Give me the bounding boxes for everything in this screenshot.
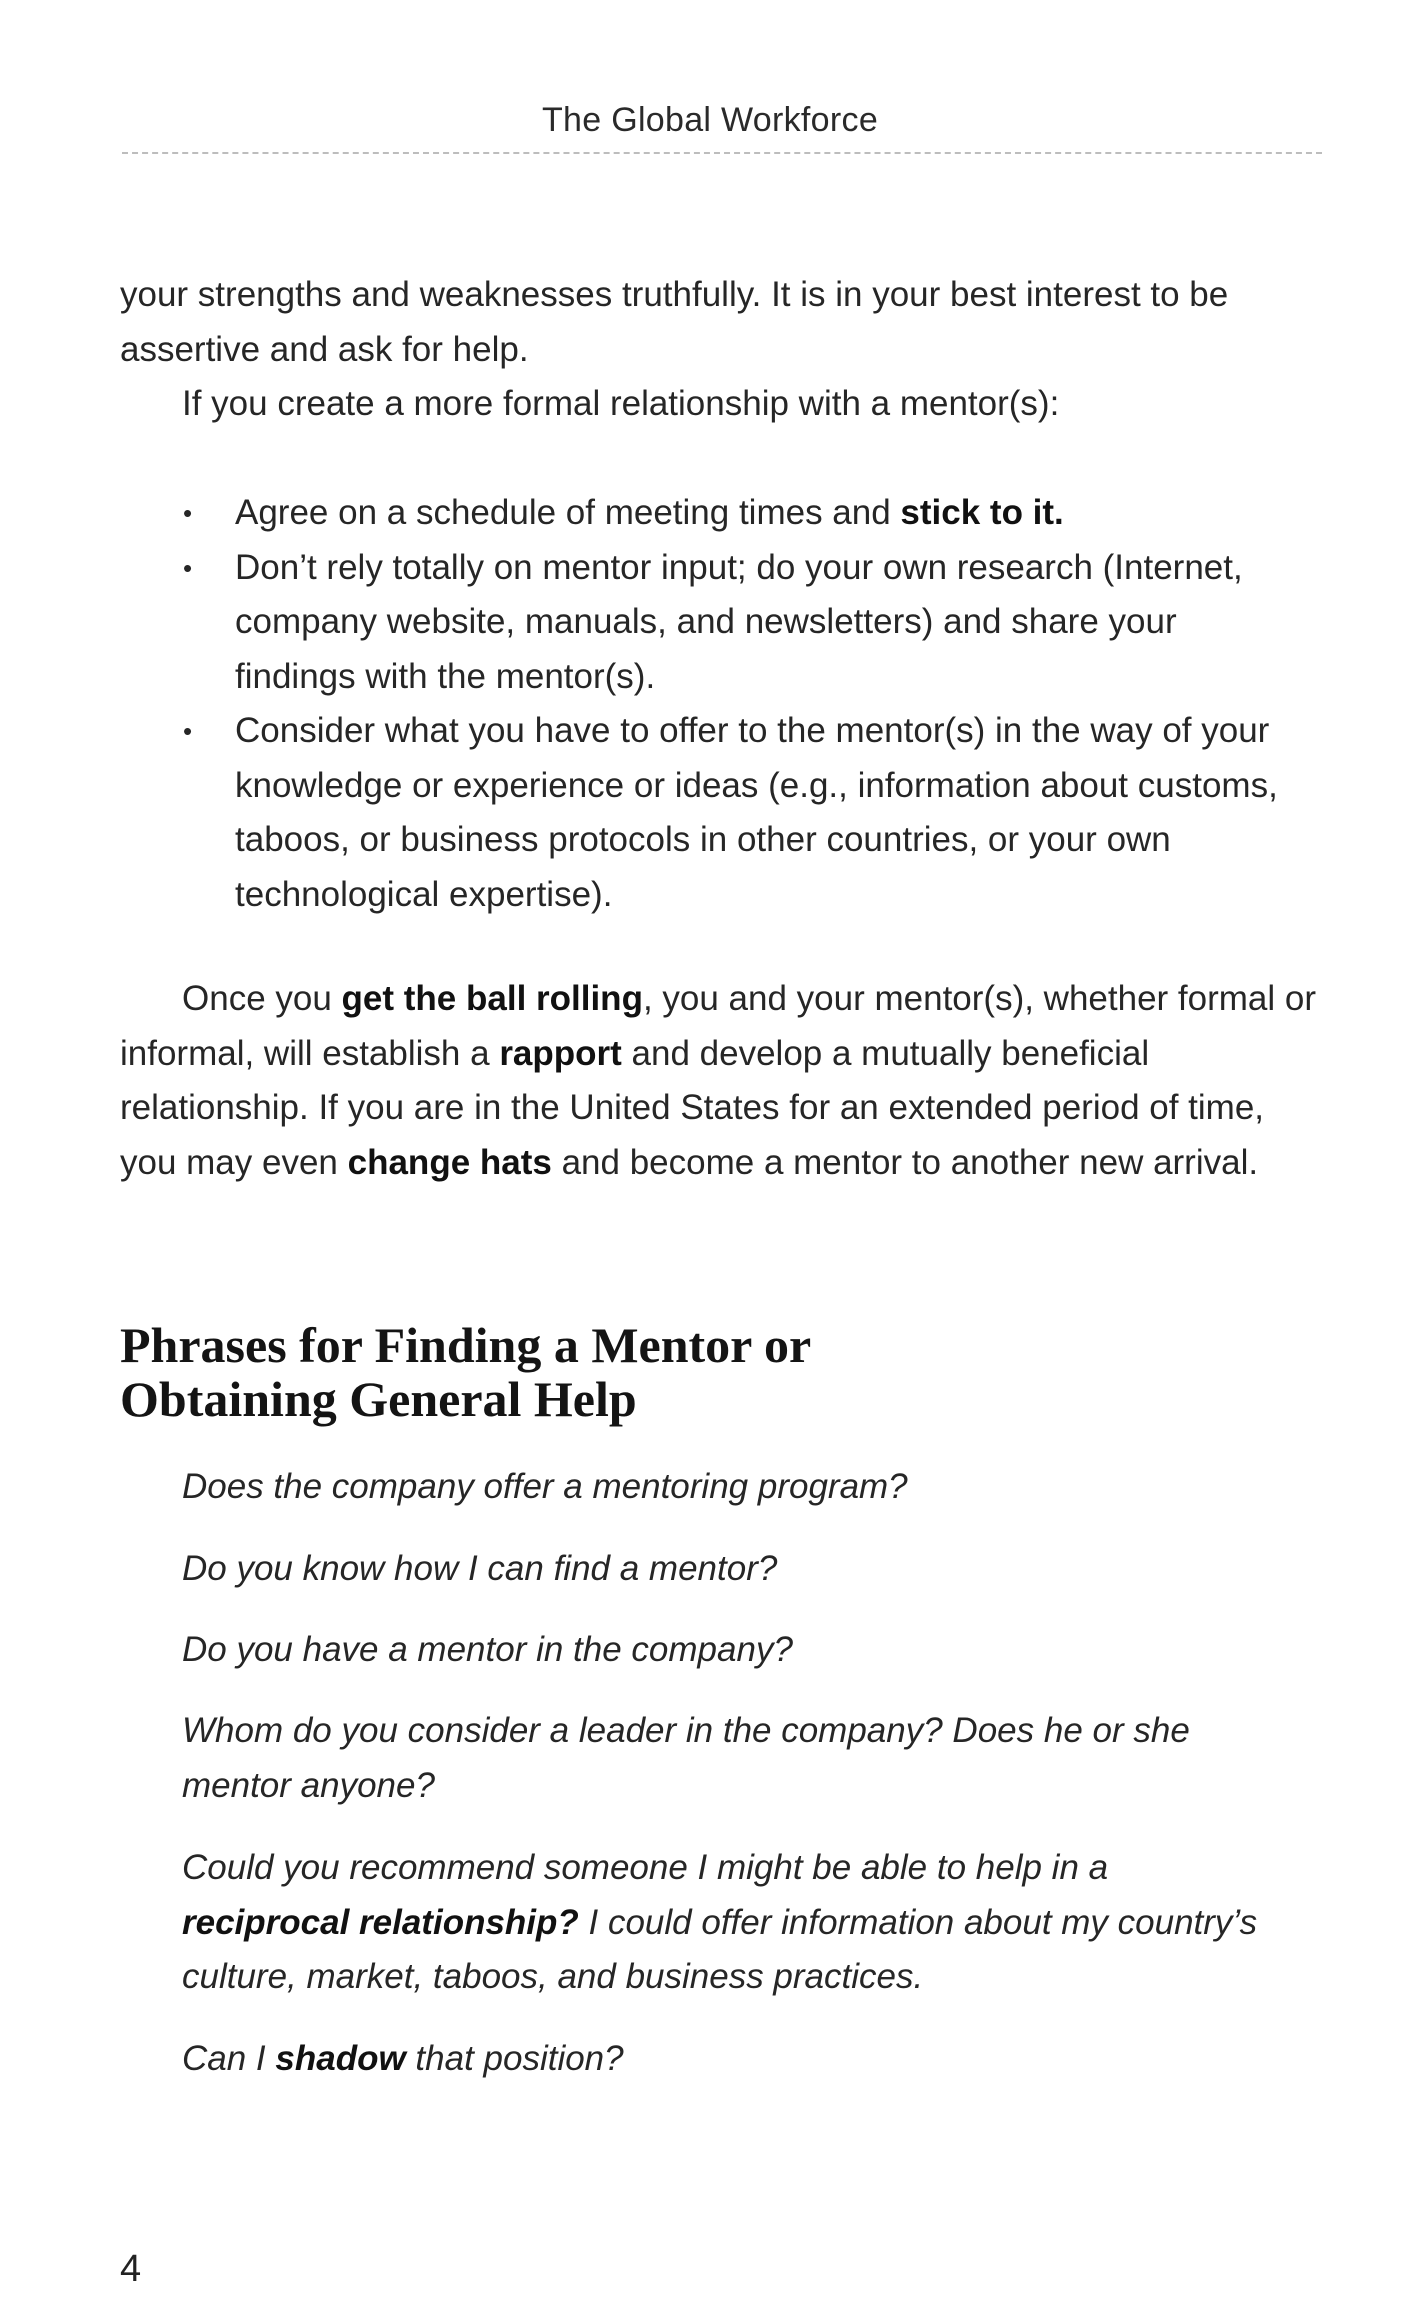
page-number: 4 [120, 2248, 142, 2290]
phrase-text: Can I [182, 2039, 276, 2078]
bullet-text: Agree on a schedule of meeting times and [235, 493, 901, 532]
bullet-item-offer [183, 704, 1283, 922]
running-header: The Global Workforce [541, 101, 879, 139]
phrase-text-after: that position? [405, 2039, 624, 2078]
bullet-list [183, 486, 1283, 922]
idiom-change-hats: change hats [347, 1142, 552, 1182]
idiom-shadow: shadow [275, 2039, 406, 2078]
paragraph-continuation: your strengths and weaknesses truthfully. It is in your best interest to be assertive and ask for help. [120, 275, 1229, 369]
header-rule [122, 152, 1322, 154]
bullet-item-research [183, 541, 1283, 705]
phrase-mentoring-program: Does the company offer a mentoring program? [182, 1467, 908, 1506]
phrase-reciprocal [182, 1841, 1262, 2005]
section-heading [120, 1318, 1220, 1426]
paragraph-formal-intro: If you create a more formal relationship with a mentor(s): [182, 384, 1060, 423]
bullet-icon: • [183, 716, 193, 746]
phrase-shadow [182, 2032, 1262, 2087]
phrase-find-mentor: Do you know how I can find a mentor? [182, 1549, 778, 1588]
bullet-item-schedule [183, 486, 1283, 541]
bullet-emphasis: stick to it. [900, 493, 1064, 532]
idiom-reciprocal-relationship: reciprocal relationship? [182, 1902, 579, 1942]
bullet-icon: • [183, 498, 193, 528]
phrase-text: Could you recommend someone I might be able to help in a [182, 1848, 1109, 1887]
heading-line-2: Obtaining General Help [120, 1371, 637, 1427]
bullet-icon: • [183, 552, 193, 583]
bullet-text: Don’t rely totally on mentor input; do your own research (Internet, company website, manuals, and newsletters) and share your findings with the mentor(s). [235, 547, 1243, 696]
phrase-have-mentor: Do you have a mentor in the company? [182, 1630, 793, 1669]
phrase-leader: Whom do you consider a leader in the company? Does he or she mentor anyone? [182, 1711, 1190, 1805]
paragraph-ball-rolling [120, 972, 1325, 1190]
rolling-text-1: Once you [182, 979, 342, 1018]
bullet-text: Consider what you have to offer to the mentor(s) in the way of your knowledge or experience or ideas (e.g., information about customs, taboos, or business protocols in other countries, or your own technological expertise). [235, 711, 1278, 914]
rolling-text-4: and become a mentor to another new arrival. [551, 1142, 1259, 1182]
rolling-text-2: , you and your mentor(s), whether formal or informal, will establish a [120, 979, 1317, 1073]
rolling-text-3: and develop a mutually beneficial relationship. If you are in the United States for an extended period of time, you may even [120, 1033, 1265, 1182]
phrase-text-after: I could offer information about my country’s culture, market, taboos, and business practices. [182, 1902, 1258, 1996]
idiom-rapport: rapport [499, 1033, 622, 1073]
heading-line-1: Phrases for Finding a Mentor or [120, 1317, 812, 1373]
idiom-get-the-ball-rolling: get the ball rolling [341, 979, 643, 1018]
